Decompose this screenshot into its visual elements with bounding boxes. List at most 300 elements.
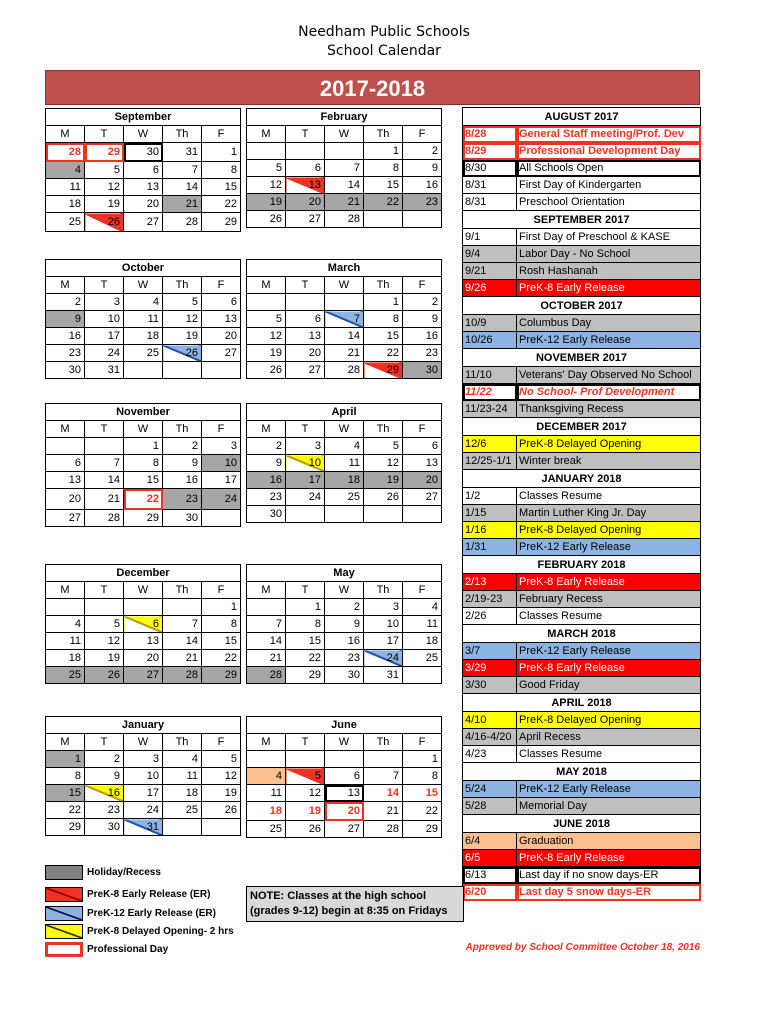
day-cell: 27: [124, 667, 163, 684]
event-section: [463, 556, 701, 574]
event-date: 3/7: [463, 643, 517, 660]
day-cell: 25: [124, 345, 163, 362]
day-cell: 11: [46, 179, 85, 196]
day-cell: [163, 362, 202, 379]
day-cell: 15: [364, 177, 403, 194]
day-cell: 17: [124, 785, 163, 802]
day-cell: 3: [85, 294, 124, 311]
event-row: [463, 522, 701, 539]
weekday-label: F: [403, 277, 442, 294]
month-name: May: [247, 565, 442, 582]
event-date: 11/22: [463, 384, 517, 401]
day-cell: [325, 294, 364, 311]
high-school-note: [246, 886, 464, 922]
event-date: 2/26: [463, 608, 517, 625]
day-cell: 1: [364, 143, 403, 160]
event-description: Labor Day - No School: [517, 246, 701, 263]
day-cell: 19: [247, 194, 286, 211]
day-cell: 23: [247, 489, 286, 506]
day-cell: 16: [46, 328, 85, 345]
event-description: April Recess: [517, 729, 701, 746]
event-description: Good Friday: [517, 677, 701, 694]
month-name: October: [46, 260, 241, 277]
day-cell: 12: [85, 633, 124, 650]
legend-item: [45, 864, 161, 881]
month-name: February: [247, 109, 442, 126]
day-cell: [247, 599, 286, 616]
day-cell: 28: [325, 362, 364, 379]
day-cell: [286, 506, 325, 523]
day-cell: 17: [286, 472, 325, 489]
event-date: 1/16: [463, 522, 517, 539]
day-cell: 21: [85, 489, 124, 510]
event-date: 9/4: [463, 246, 517, 263]
weekday-label: M: [247, 421, 286, 438]
legend-label: PreK-8 Early Release (ER): [87, 889, 211, 900]
day-cell: [325, 506, 364, 523]
day-cell: 18: [46, 196, 85, 213]
day-cell: 20: [46, 489, 85, 510]
day-cell: 21: [163, 196, 202, 213]
day-cell: 30: [46, 362, 85, 379]
day-cell: 27: [403, 489, 442, 506]
event-date: 6/13: [463, 867, 517, 884]
event-description: Rosh Hashanah: [517, 263, 701, 280]
event-row: [463, 229, 701, 246]
day-cell: 4: [325, 438, 364, 455]
day-cell: 18: [124, 328, 163, 345]
event-description: Graduation: [517, 833, 701, 850]
event-description: Martin Luther King Jr. Day: [517, 505, 701, 522]
day-cell: [403, 211, 442, 228]
day-cell: 29: [202, 667, 241, 684]
day-cell: 19: [163, 328, 202, 345]
event-description: Preschool Orientation: [517, 194, 701, 211]
weekday-label: T: [85, 734, 124, 751]
event-date: 9/26: [463, 280, 517, 297]
event-section: [463, 297, 701, 315]
day-cell: 7: [364, 768, 403, 785]
day-cell: 6: [124, 162, 163, 179]
day-cell: 1: [364, 294, 403, 311]
day-cell: 20: [403, 472, 442, 489]
event-description: Classes Resume: [517, 608, 701, 625]
day-cell: 2: [85, 751, 124, 768]
day-cell: [364, 506, 403, 523]
day-cell: 24: [85, 345, 124, 362]
event-date: 5/28: [463, 798, 517, 815]
event-date: 2/19-23: [463, 591, 517, 608]
legend-item: [45, 923, 234, 940]
event-date: 11/23-24: [463, 401, 517, 418]
event-row: [463, 436, 701, 453]
day-cell: 23: [46, 345, 85, 362]
day-cell: 12: [85, 179, 124, 196]
day-cell: 2: [403, 143, 442, 160]
day-cell: 8: [364, 160, 403, 177]
event-section: [463, 694, 701, 712]
event-date: 6/20: [463, 884, 517, 901]
day-cell: 25: [247, 821, 286, 838]
day-cell: 11: [124, 311, 163, 328]
day-cell: 5: [247, 160, 286, 177]
month-april: [246, 403, 442, 523]
day-cell: 6: [202, 294, 241, 311]
day-cell: 13: [202, 311, 241, 328]
weekday-label: M: [247, 734, 286, 751]
day-cell: 22: [286, 650, 325, 667]
day-cell: 9: [247, 455, 286, 472]
weekday-label: M: [46, 277, 85, 294]
day-cell: 7: [85, 455, 124, 472]
weekday-label: W: [325, 421, 364, 438]
event-section-title: AUGUST 2017: [463, 108, 701, 126]
day-cell: 18: [163, 785, 202, 802]
event-section-title: NOVEMBER 2017: [463, 349, 701, 367]
day-cell: 19: [85, 196, 124, 213]
day-cell: 26: [85, 667, 124, 684]
day-cell: 27: [202, 345, 241, 362]
day-cell: 30: [325, 667, 364, 684]
day-cell: 29: [364, 362, 403, 379]
note-line-1: NOTE: Classes at the high school: [250, 890, 427, 902]
event-row: [463, 608, 701, 625]
day-cell: 31: [124, 819, 163, 836]
day-cell: 25: [163, 802, 202, 819]
weekday-label: M: [247, 277, 286, 294]
event-row: [463, 884, 701, 901]
event-description: Classes Resume: [517, 488, 701, 505]
event-description: PreK-8 Delayed Opening: [517, 712, 701, 729]
day-cell: 17: [364, 633, 403, 650]
event-section: [463, 349, 701, 367]
event-description: PreK-12 Early Release: [517, 781, 701, 798]
event-row: [463, 850, 701, 867]
day-cell: 19: [247, 345, 286, 362]
weekday-label: Th: [364, 734, 403, 751]
day-cell: 10: [286, 455, 325, 472]
day-cell: 8: [124, 455, 163, 472]
day-cell: 27: [46, 510, 85, 527]
day-cell: 21: [325, 345, 364, 362]
event-section-title: APRIL 2018: [463, 694, 701, 712]
event-date: 4/10: [463, 712, 517, 729]
weekday-label: F: [403, 126, 442, 143]
day-cell: 17: [202, 472, 241, 489]
event-date: 8/29: [463, 143, 517, 160]
event-section: [463, 108, 701, 126]
event-row: [463, 505, 701, 522]
weekday-label: W: [325, 277, 364, 294]
day-cell: 22: [202, 196, 241, 213]
day-cell: 1: [124, 438, 163, 455]
legend-swatch: [45, 865, 83, 880]
day-cell: [163, 819, 202, 836]
day-cell: 5: [85, 162, 124, 179]
day-cell: 14: [364, 785, 403, 802]
day-cell: 27: [325, 821, 364, 838]
day-cell: 4: [247, 768, 286, 785]
event-date: 2/13: [463, 574, 517, 591]
event-date: 5/24: [463, 781, 517, 798]
day-cell: 7: [325, 311, 364, 328]
weekday-label: F: [403, 734, 442, 751]
day-cell: 15: [403, 785, 442, 802]
day-cell: 8: [403, 768, 442, 785]
event-date: 11/10: [463, 367, 517, 384]
day-cell: 16: [163, 472, 202, 489]
event-section-title: SEPTEMBER 2017: [463, 211, 701, 229]
day-cell: 18: [403, 633, 442, 650]
weekday-label: Th: [163, 277, 202, 294]
day-cell: 5: [202, 751, 241, 768]
event-date: 12/25-1/1: [463, 453, 517, 470]
day-cell: 6: [286, 311, 325, 328]
day-cell: 8: [202, 162, 241, 179]
event-row: [463, 660, 701, 677]
weekday-label: F: [202, 277, 241, 294]
day-cell: 10: [202, 455, 241, 472]
day-cell: 28: [364, 821, 403, 838]
event-row: [463, 677, 701, 694]
day-cell: 18: [247, 802, 286, 821]
event-description: No School- Prof Development: [517, 384, 701, 401]
day-cell: 8: [202, 616, 241, 633]
event-row: [463, 746, 701, 763]
weekday-label: T: [286, 126, 325, 143]
day-cell: 2: [46, 294, 85, 311]
legend-swatch: [45, 942, 83, 957]
event-section: [463, 763, 701, 781]
event-date: 3/30: [463, 677, 517, 694]
event-date: 1/2: [463, 488, 517, 505]
legend-swatch: [45, 924, 83, 939]
day-cell: 14: [325, 177, 364, 194]
event-description: Memorial Day: [517, 798, 701, 815]
event-section: [463, 625, 701, 643]
weekday-label: M: [247, 126, 286, 143]
day-cell: 25: [403, 650, 442, 667]
day-cell: [202, 510, 241, 527]
day-cell: [286, 143, 325, 160]
day-cell: 6: [403, 438, 442, 455]
day-cell: 11: [325, 455, 364, 472]
weekday-label: F: [202, 734, 241, 751]
day-cell: [46, 599, 85, 616]
day-cell: 27: [286, 211, 325, 228]
day-cell: 2: [163, 438, 202, 455]
day-cell: [403, 506, 442, 523]
day-cell: 3: [286, 438, 325, 455]
weekday-label: Th: [364, 582, 403, 599]
weekday-label: Th: [364, 277, 403, 294]
day-cell: 30: [85, 819, 124, 836]
day-cell: [202, 362, 241, 379]
day-cell: 4: [124, 294, 163, 311]
day-cell: 3: [202, 438, 241, 455]
event-section-title: JANUARY 2018: [463, 470, 701, 488]
day-cell: 16: [247, 472, 286, 489]
day-cell: 21: [325, 194, 364, 211]
day-cell: 2: [403, 294, 442, 311]
day-cell: 9: [163, 455, 202, 472]
month-name: December: [46, 565, 241, 582]
weekday-label: M: [46, 582, 85, 599]
day-cell: [85, 599, 124, 616]
day-cell: 2: [247, 438, 286, 455]
event-row: [463, 591, 701, 608]
day-cell: 18: [46, 650, 85, 667]
day-cell: 7: [163, 616, 202, 633]
day-cell: [364, 211, 403, 228]
weekday-label: W: [325, 126, 364, 143]
weekday-label: F: [202, 582, 241, 599]
day-cell: 28: [85, 510, 124, 527]
day-cell: 20: [202, 328, 241, 345]
legend-item: [45, 905, 216, 922]
day-cell: 3: [364, 599, 403, 616]
day-cell: 19: [286, 802, 325, 821]
event-description: PreK-8 Early Release: [517, 850, 701, 867]
event-section-title: MARCH 2018: [463, 625, 701, 643]
day-cell: 10: [364, 616, 403, 633]
day-cell: 15: [202, 633, 241, 650]
day-cell: 5: [163, 294, 202, 311]
day-cell: 1: [403, 751, 442, 768]
day-cell: 25: [46, 667, 85, 684]
day-cell: [247, 294, 286, 311]
event-row: [463, 401, 701, 418]
event-description: PreK-12 Early Release: [517, 539, 701, 556]
weekday-label: W: [325, 582, 364, 599]
day-cell: 10: [124, 768, 163, 785]
event-description: Professional Development Day: [517, 143, 701, 160]
day-cell: 11: [403, 616, 442, 633]
weekday-label: T: [286, 277, 325, 294]
day-cell: [286, 294, 325, 311]
event-row: [463, 263, 701, 280]
day-cell: 16: [85, 785, 124, 802]
day-cell: 20: [124, 650, 163, 667]
day-cell: 16: [325, 633, 364, 650]
note-line-2: (grades 9-12) begin at 8:35 on Fridays: [250, 905, 448, 917]
event-description: Last day 5 snow days-ER: [517, 884, 701, 901]
day-cell: 24: [124, 802, 163, 819]
event-description: All Schools Open: [517, 160, 701, 177]
day-cell: 31: [163, 143, 202, 162]
event-description: Classes Resume: [517, 746, 701, 763]
event-description: Last day if no snow days-ER: [517, 867, 701, 884]
day-cell: 27: [286, 362, 325, 379]
day-cell: 20: [286, 345, 325, 362]
event-description: PreK-12 Early Release: [517, 332, 701, 349]
day-cell: 14: [325, 328, 364, 345]
day-cell: 30: [247, 506, 286, 523]
day-cell: 2: [325, 599, 364, 616]
day-cell: [46, 438, 85, 455]
legend-item: [45, 886, 210, 903]
weekday-label: F: [403, 421, 442, 438]
day-cell: 22: [202, 650, 241, 667]
event-date: 12/6: [463, 436, 517, 453]
day-cell: 12: [286, 785, 325, 802]
day-cell: 4: [46, 162, 85, 179]
day-cell: 26: [247, 362, 286, 379]
event-row: [463, 798, 701, 815]
event-row: [463, 246, 701, 263]
day-cell: 29: [85, 143, 124, 162]
day-cell: [247, 143, 286, 160]
day-cell: 22: [364, 345, 403, 362]
event-row: [463, 384, 701, 401]
day-cell: 5: [247, 311, 286, 328]
weekday-label: Th: [163, 582, 202, 599]
event-date: 3/29: [463, 660, 517, 677]
day-cell: [202, 819, 241, 836]
day-cell: [247, 751, 286, 768]
day-cell: 26: [163, 345, 202, 362]
day-cell: 22: [364, 194, 403, 211]
day-cell: [286, 751, 325, 768]
month-name: April: [247, 404, 442, 421]
day-cell: [85, 438, 124, 455]
day-cell: 11: [163, 768, 202, 785]
day-cell: [124, 362, 163, 379]
weekday-label: F: [202, 421, 241, 438]
legend-swatch: [45, 906, 83, 921]
day-cell: 20: [325, 802, 364, 821]
month-june: [246, 716, 442, 838]
day-cell: 31: [364, 667, 403, 684]
legend-label: Professional Day: [87, 944, 169, 955]
event-row: [463, 160, 701, 177]
weekday-label: W: [124, 277, 163, 294]
day-cell: 11: [46, 633, 85, 650]
legend-label: PreK-12 Early Release (ER): [87, 908, 216, 919]
event-description: Columbus Day: [517, 315, 701, 332]
event-description: PreK-12 Early Release: [517, 643, 701, 660]
month-name: November: [46, 404, 241, 421]
day-cell: 8: [46, 768, 85, 785]
day-cell: 23: [325, 650, 364, 667]
event-date: 4/23: [463, 746, 517, 763]
day-cell: 21: [163, 650, 202, 667]
event-description: First Day of Kindergarten: [517, 177, 701, 194]
day-cell: 23: [85, 802, 124, 819]
weekday-label: W: [325, 734, 364, 751]
day-cell: 12: [163, 311, 202, 328]
event-section-title: MAY 2018: [463, 763, 701, 781]
day-cell: 29: [202, 213, 241, 232]
day-cell: 10: [85, 311, 124, 328]
day-cell: 5: [85, 616, 124, 633]
event-section-title: DECEMBER 2017: [463, 418, 701, 436]
month-name: March: [247, 260, 442, 277]
event-row: [463, 453, 701, 470]
day-cell: 30: [124, 143, 163, 162]
day-cell: 23: [403, 345, 442, 362]
day-cell: 3: [124, 751, 163, 768]
header-line-1: Needham Public Schools: [298, 24, 470, 40]
day-cell: 6: [46, 455, 85, 472]
day-cell: 15: [202, 179, 241, 196]
day-cell: 15: [286, 633, 325, 650]
day-cell: 29: [46, 819, 85, 836]
day-cell: 9: [325, 616, 364, 633]
weekday-label: F: [403, 582, 442, 599]
day-cell: 30: [403, 362, 442, 379]
day-cell: 5: [286, 768, 325, 785]
